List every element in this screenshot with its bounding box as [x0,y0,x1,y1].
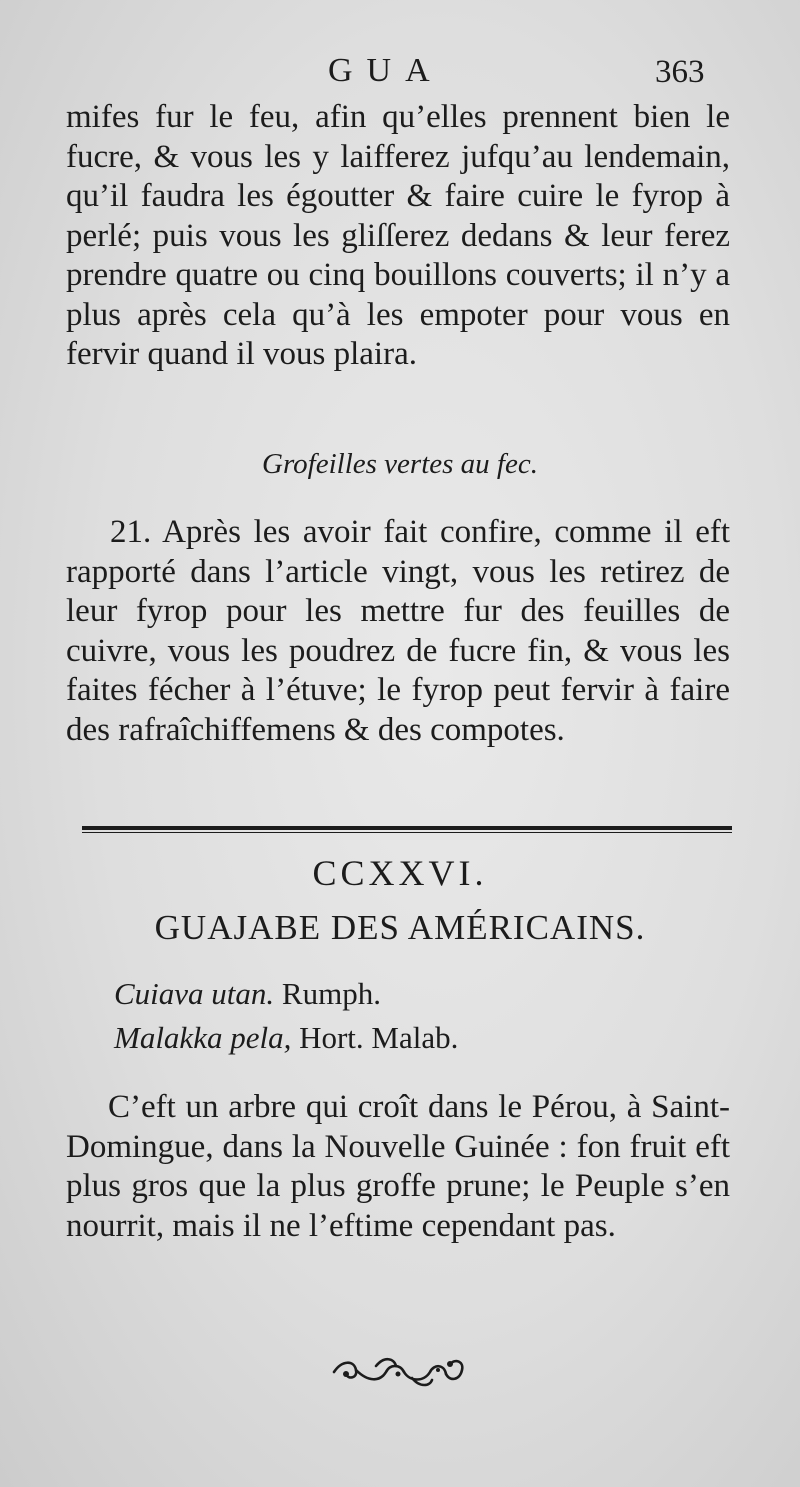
fleuron-ornament-icon [328,1352,468,1392]
article-paragraph: 21. Après les avoir fait confire, comme il eft rapporté dans l’article vingt, vous les retirez de leur fyrop pour les mettre fur des feuilles de cuivre, vous les poudrez de fucre fin, & vous les faites fécher à l’étuve; le fyrop peut fervir à faire des rafraîchiffemens & des compotes. [66,514,730,748]
page-header [0,52,800,96]
chapter-title: GUAJABE DES AMÉRICAINS. [154,908,646,947]
continued-paragraph: mifes fur le feu, afin qu’elles prennent bien le fucre, & vous les y laifferez jufqu’au lendemain, qu’il faudra les égoutter & faire cuire le fyrop à perlé; puis vous les gliſſerez dedans & leur ferez prendre quatre ou cinq bouillons couverts; il n’y a plus après cela qu’à les empoter pour vous en fervir quand il vous plaira. [66,99,730,372]
running-head: GUA [328,52,444,89]
synonym-line [114,1016,458,1060]
section-subheading: Grofeilles vertes au fec. [262,448,538,480]
chapter-number: CCXXVI. [312,853,488,893]
description-paragraph: C’eft un arbre qui croît dans le Pérou, à Saint-Domingue, dans la Nouvelle Guinée : fon fruit eft plus gros que la plus groffe prune; le Peuple s’en nourrit, mais il ne l’eftime cependant pas. [66,1089,730,1244]
synonym-line [114,972,458,1016]
synonym-source: Hort. Malab. [291,1020,459,1055]
synonym-list [114,972,458,1060]
synonym-name: Cuiava utan. [114,976,275,1011]
double-rule-divider [82,826,732,833]
synonym-name: Malakka pela, [114,1020,292,1055]
synonym-source: Rumph. [274,976,381,1011]
page-number: 363 [655,54,705,90]
